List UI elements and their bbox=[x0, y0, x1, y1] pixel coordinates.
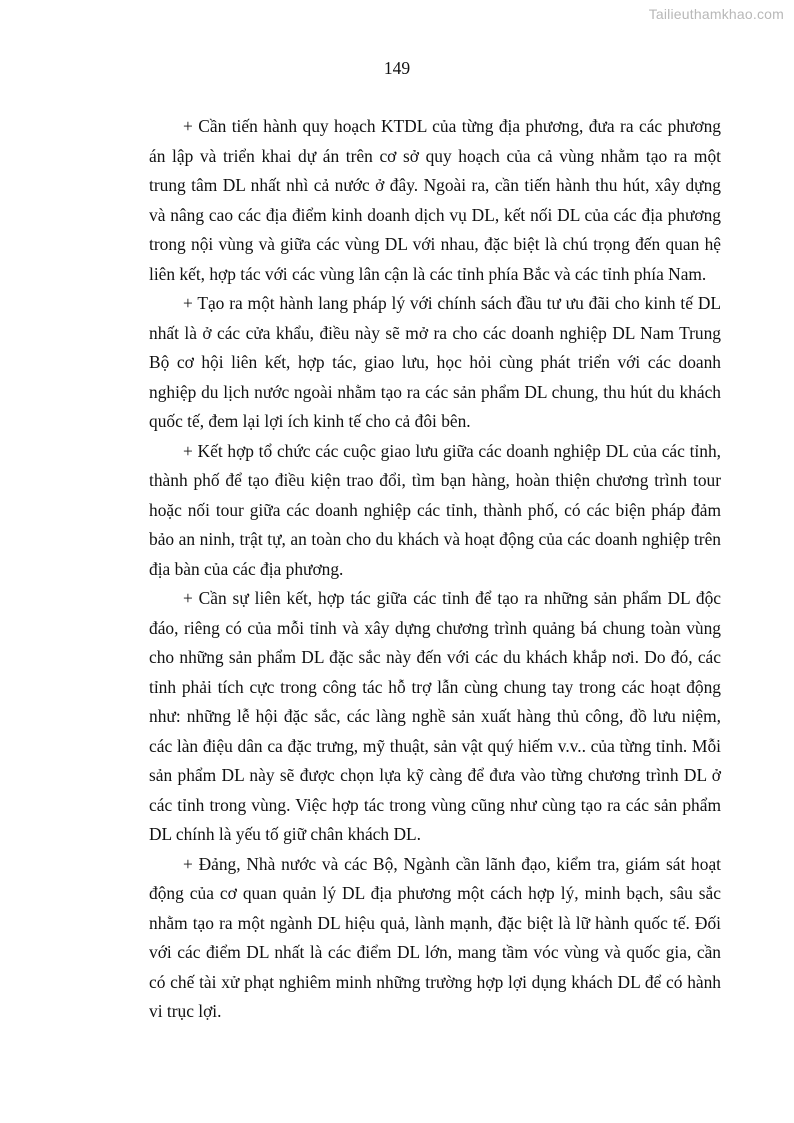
paragraph-5: + Đảng, Nhà nước và các Bộ, Ngành cần lãnh đạo, kiểm tra, giám sát hoạt động của cơ quan quản lý DL địa phương một cách hợp lý, minh bạch, sâu sắc nhằm tạo ra một ngành DL hiệu quả, lành mạnh, đặc biệt là lữ hành quốc tế. Đối với các điểm DL nhất là các điểm DL lớn, mang tầm vóc vùng và quốc gia, cần có chế tài xử phạt nghiêm minh những trường hợp lợi dụng khách DL để có hành vi trục lợi. bbox=[149, 853, 721, 1021]
page-number: 149 bbox=[383, 58, 411, 78]
paragraph-2: + Tạo ra một hành lang pháp lý với chính sách đầu tư ưu đãi cho kinh tế DL nhất là ở các cửa khẩu, điều này sẽ mở ra cho các doanh nghiệp DL Nam Trung Bộ cơ hội liên kết, hợp tác, giao lưu, học hỏi cùng phát triển với các doanh nghiệp du lịch nước ngoài nhằm tạo ra các sản phẩm DL chung, thu hút du khách quốc tế, đem lại lợi ích kinh tế cho cả đôi bên. bbox=[149, 293, 721, 431]
watermark: Tailieuthamkhao.com bbox=[648, 6, 784, 22]
paragraph-1: + Cần tiến hành quy hoạch KTDL của từng địa phương, đưa ra các phương án lập và triển khai dự án trên cơ sở quy hoạch của cả vùng nhằm tạo ra một trung tâm DL nhất nhì cả nước ở đây. Ngoài ra, cần tiến hành thu hút, xây dựng và nâng cao các địa điểm kinh doanh dịch vụ DL, kết nối DL của các địa phương trong nội vùng và giữa các vùng DL với nhau, đặc biệt là chú trọng đến quan hệ liên kết, hợp tác với các vùng lân cận là các tỉnh phía Bắc và các tỉnh phía Nam. bbox=[149, 116, 721, 284]
paragraph-4: + Cần sự liên kết, hợp tác giữa các tỉnh để tạo ra những sản phẩm DL độc đáo, riêng có của mỗi tỉnh và xây dựng chương trình quảng bá chung toàn vùng cho những sản phẩm DL đặc sắc này đến với các du khách khắp nơi. Do đó, các tỉnh phải tích cực trong công tác hỗ trợ lẫn cùng chung tay trong các hoạt động như: những lễ hội đặc sắc, các làng nghề sản xuất hàng thủ công, đồ lưu niệm, các làn điệu dân ca đặc trưng, mỹ thuật, sản vật quý hiếm v.v.. của từng tỉnh. Mỗi sản phẩm DL này sẽ được chọn lựa kỹ càng để đưa vào từng chương trình DL ở các tỉnh trong vùng. Việc hợp tác trong vùng cũng như cùng tạo ra các sản phẩm DL chính là yếu tố giữ chân khách DL. bbox=[149, 588, 721, 844]
paragraph-3: + Kết hợp tổ chức các cuộc giao lưu giữa các doanh nghiệp DL của các tỉnh, thành phố để tạo điều kiện trao đổi, tìm bạn hàng, hoàn thiện chương trình tour hoặc nối tour giữa các doanh nghiệp các tỉnh, thành phố, có các biện pháp đảm bảo an ninh, trật tự, an toàn cho du khách và hoạt động của các doanh nghiệp trên địa bàn của các địa phương. bbox=[149, 440, 721, 579]
body-text bbox=[149, 112, 721, 1027]
